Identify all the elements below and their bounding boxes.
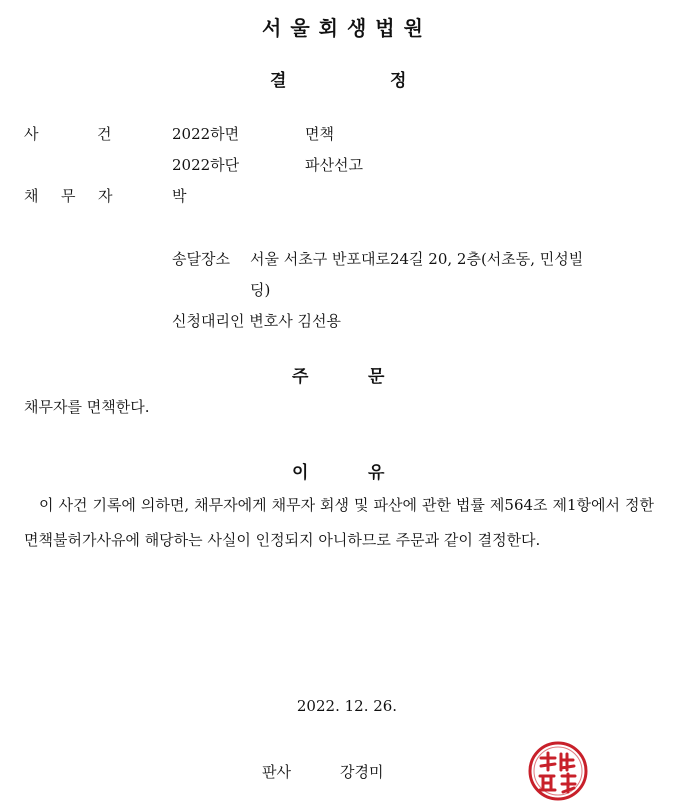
doc-title-left: 결 — [270, 71, 287, 91]
service-label: 송달장소 — [172, 250, 230, 268]
judge-title: 판사 — [262, 763, 291, 781]
order-heading-right: 문 — [368, 367, 385, 387]
reason-heading-left: 이 — [292, 463, 309, 483]
judge-seal-stamp-icon — [527, 740, 589, 802]
reason-heading-right: 유 — [368, 463, 385, 483]
case-name-1: 면책 — [305, 125, 334, 143]
address-line-2: 딩) — [250, 281, 271, 299]
case-number-2: 2022하단 — [172, 156, 240, 174]
case-number-1: 2022하면 — [172, 125, 240, 143]
reason-text — [24, 488, 654, 558]
reason-body: 이 사건 기록에 의하면, 채무자에게 채무자 회생 및 파산에 관한 법률 제564조 제1항에서 정한 면책불허가사유에 해당하는 사실이 인정되지 아니하므로 주문과 같이 결정한다. — [24, 496, 654, 549]
decision-date: 2022. 12. 26. — [296, 697, 398, 715]
address-line-1: 서울 서초구 반포대로24길 20, 2층(서초동, 민성빌 — [250, 250, 584, 268]
order-text: 채무자를 면책한다. — [24, 398, 150, 416]
order-heading-left: 주 — [292, 367, 309, 387]
doc-title-right: 정 — [390, 71, 407, 91]
judge-name: 강경미 — [340, 763, 384, 781]
debtor-name: 박 — [172, 187, 187, 205]
agent: 신청대리인 변호사 김선용 — [172, 312, 341, 330]
case-name-2: 파산선고 — [305, 156, 363, 174]
court-name: 서울회생법원 — [262, 16, 432, 40]
